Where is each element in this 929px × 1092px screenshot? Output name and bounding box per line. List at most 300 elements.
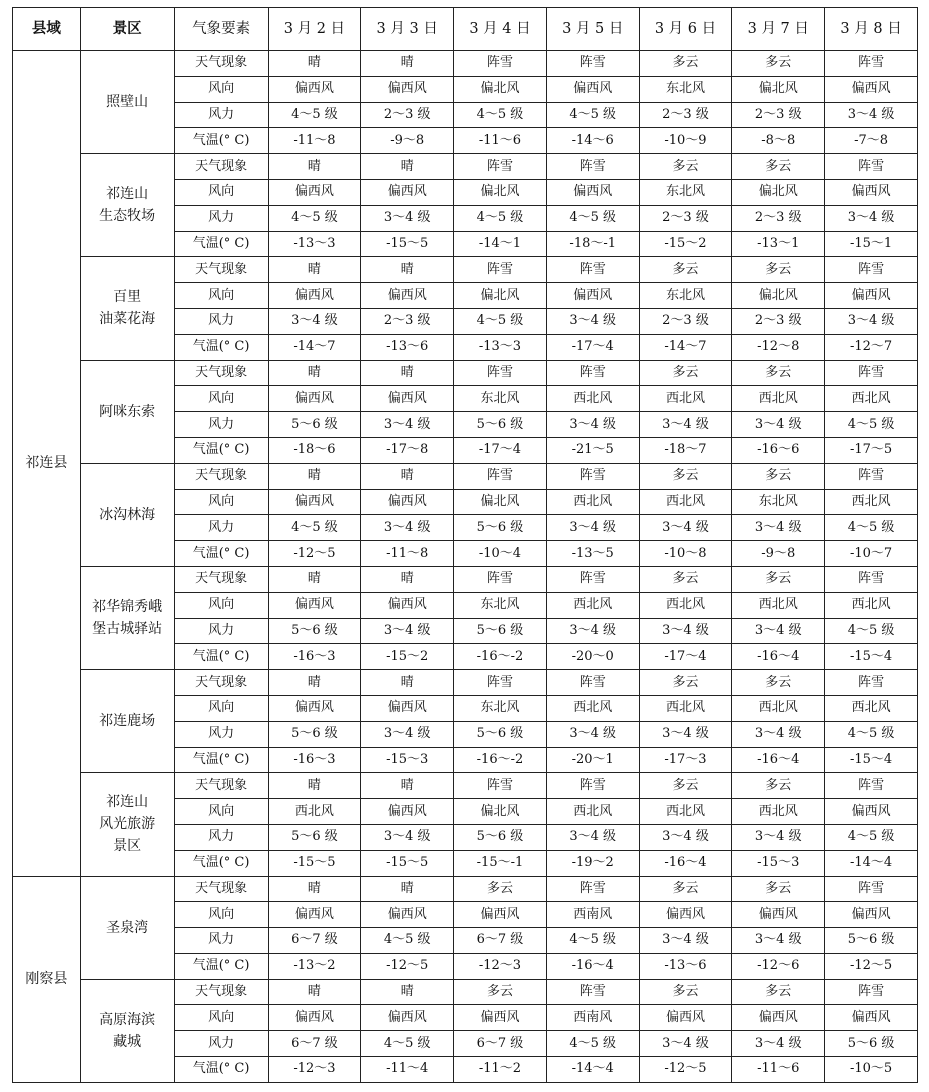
forecast-value: 3～4 级: [639, 618, 732, 644]
table-body: [13, 51, 918, 1083]
forecast-value: 东北风: [639, 283, 732, 309]
forecast-value: 3～4 级: [732, 824, 825, 850]
forecast-value: -15～3: [732, 850, 825, 876]
header-element: 气象要素: [174, 8, 268, 51]
forecast-value: 晴: [361, 154, 454, 180]
forecast-value: 晴: [361, 566, 454, 592]
forecast-value: 偏西风: [546, 283, 639, 309]
forecast-value: -20～1: [546, 747, 639, 773]
forecast-value: 晴: [268, 154, 361, 180]
table-row: [13, 566, 918, 592]
forecast-value: 3～4 级: [825, 205, 918, 231]
forecast-value: -13～3: [454, 334, 547, 360]
forecast-value: 偏西风: [361, 489, 454, 515]
forecast-value: 阵雪: [454, 670, 547, 696]
forecast-value: -17～4: [454, 437, 547, 463]
forecast-value: -9～8: [361, 128, 454, 154]
forecast-value: 多云: [732, 463, 825, 489]
forecast-value: -15～4: [825, 747, 918, 773]
header-date: 3 月 5 日: [546, 8, 639, 51]
forecast-value: 6～7 级: [268, 928, 361, 954]
forecast-value: 3～4 级: [546, 824, 639, 850]
element-label: 天气现象: [174, 154, 268, 180]
forecast-value: -17～4: [546, 334, 639, 360]
scenic-spot-name: 高原海滨: [99, 1011, 156, 1028]
forecast-value: 偏西风: [454, 902, 547, 928]
element-label: 风力: [174, 515, 268, 541]
forecast-value: 3～4 级: [825, 102, 918, 128]
forecast-value: 西北风: [639, 695, 732, 721]
forecast-value: 5～6 级: [268, 824, 361, 850]
element-label: 风力: [174, 205, 268, 231]
forecast-value: 阵雪: [546, 257, 639, 283]
forecast-value: 4～5 级: [361, 1031, 454, 1057]
forecast-value: 阵雪: [454, 154, 547, 180]
forecast-value: 3～4 级: [361, 515, 454, 541]
forecast-value: 偏西风: [361, 179, 454, 205]
forecast-value: 2～3 级: [361, 308, 454, 334]
element-label: 气温(° C): [174, 850, 268, 876]
forecast-value: 多云: [639, 51, 732, 77]
forecast-value: 偏西风: [639, 1005, 732, 1031]
forecast-value: 多云: [639, 566, 732, 592]
forecast-value: -12～8: [732, 334, 825, 360]
element-label: 风力: [174, 618, 268, 644]
forecast-value: 西北风: [268, 799, 361, 825]
forecast-value: 偏西风: [825, 76, 918, 102]
element-label: 气温(° C): [174, 128, 268, 154]
table-row: [13, 670, 918, 696]
forecast-value: 多云: [732, 876, 825, 902]
element-label: 气温(° C): [174, 644, 268, 670]
forecast-value: -17～3: [639, 747, 732, 773]
forecast-value: 阵雪: [454, 51, 547, 77]
forecast-value: 5～6 级: [268, 412, 361, 438]
forecast-value: 偏西风: [268, 592, 361, 618]
forecast-value: 3～4 级: [732, 618, 825, 644]
forecast-value: 多云: [639, 463, 732, 489]
forecast-value: -16～4: [732, 747, 825, 773]
forecast-value: 偏北风: [454, 799, 547, 825]
scenic-spot-name: 生态牧场: [99, 208, 156, 225]
forecast-value: 4～5 级: [268, 515, 361, 541]
forecast-value: 3～4 级: [361, 618, 454, 644]
element-label: 风向: [174, 179, 268, 205]
forecast-value: 偏西风: [268, 386, 361, 412]
forecast-value: 3～4 级: [639, 721, 732, 747]
forecast-value: 阵雪: [454, 257, 547, 283]
scenic-spot-cell: [80, 257, 174, 360]
forecast-value: -10～7: [825, 541, 918, 567]
forecast-value: -16～4: [546, 953, 639, 979]
forecast-value: 晴: [268, 257, 361, 283]
forecast-value: 东北风: [454, 386, 547, 412]
forecast-value: 多云: [454, 876, 547, 902]
forecast-value: -17～8: [361, 437, 454, 463]
element-label: 天气现象: [174, 51, 268, 77]
scenic-spot-cell: [80, 51, 174, 154]
forecast-value: -15～3: [361, 747, 454, 773]
forecast-value: 3～4 级: [732, 515, 825, 541]
forecast-value: 阵雪: [825, 876, 918, 902]
forecast-value: 4～5 级: [361, 928, 454, 954]
forecast-value: 3～4 级: [732, 412, 825, 438]
scenic-spot-cell: [80, 463, 174, 566]
forecast-document: [12, 7, 918, 1083]
element-label: 风向: [174, 76, 268, 102]
element-label: 风力: [174, 102, 268, 128]
forecast-value: 阵雪: [454, 566, 547, 592]
forecast-value: 晴: [268, 773, 361, 799]
forecast-value: 西北风: [546, 489, 639, 515]
forecast-value: 5～6 级: [268, 721, 361, 747]
forecast-value: -16～6: [732, 437, 825, 463]
scenic-spot-name: 祁连鹿场: [99, 713, 156, 730]
forecast-value: 4～5 级: [268, 102, 361, 128]
header-date: 3 月 7 日: [732, 8, 825, 51]
forecast-value: 5～6 级: [454, 824, 547, 850]
forecast-value: 晴: [268, 670, 361, 696]
forecast-value: 2～3 级: [639, 102, 732, 128]
element-label: 气温(° C): [174, 334, 268, 360]
forecast-value: -12～5: [639, 1057, 732, 1083]
forecast-value: 晴: [268, 463, 361, 489]
element-label: 气温(° C): [174, 437, 268, 463]
forecast-value: 6～7 级: [268, 1031, 361, 1057]
forecast-value: -16～3: [268, 644, 361, 670]
forecast-value: -12～3: [454, 953, 547, 979]
forecast-value: -15～5: [361, 231, 454, 257]
forecast-value: 偏北风: [732, 283, 825, 309]
forecast-value: 3～4 级: [546, 412, 639, 438]
scenic-spot-name: 照壁山: [106, 94, 149, 111]
element-label: 风力: [174, 412, 268, 438]
forecast-value: -14～7: [268, 334, 361, 360]
table-row: [13, 979, 918, 1005]
forecast-value: -13～6: [639, 953, 732, 979]
forecast-value: 2～3 级: [639, 205, 732, 231]
forecast-value: 3～4 级: [268, 308, 361, 334]
element-label: 气温(° C): [174, 541, 268, 567]
forecast-value: 4～5 级: [546, 102, 639, 128]
forecast-value: -14～6: [546, 128, 639, 154]
forecast-value: 4～5 级: [825, 618, 918, 644]
forecast-value: 多云: [639, 360, 732, 386]
forecast-value: 偏北风: [454, 179, 547, 205]
scenic-spot-name: 百里: [113, 289, 142, 306]
forecast-value: -15～2: [639, 231, 732, 257]
forecast-value: 多云: [732, 51, 825, 77]
forecast-value: 6～7 级: [454, 1031, 547, 1057]
forecast-value: 3～4 级: [639, 515, 732, 541]
forecast-value: 偏西风: [268, 179, 361, 205]
forecast-value: 西北风: [732, 592, 825, 618]
forecast-value: 偏西风: [268, 489, 361, 515]
forecast-value: 偏西风: [268, 283, 361, 309]
element-label: 天气现象: [174, 773, 268, 799]
forecast-value: 4～5 级: [825, 412, 918, 438]
scenic-spot-name: 祁华锦秀峨: [92, 599, 163, 616]
forecast-value: -10～5: [825, 1057, 918, 1083]
forecast-value: 多云: [732, 154, 825, 180]
forecast-value: 偏西风: [732, 1005, 825, 1031]
forecast-value: 偏西风: [268, 902, 361, 928]
element-label: 气温(° C): [174, 231, 268, 257]
forecast-value: 多云: [639, 154, 732, 180]
forecast-value: -10～9: [639, 128, 732, 154]
element-label: 气温(° C): [174, 953, 268, 979]
forecast-value: -15～-1: [454, 850, 547, 876]
element-label: 风力: [174, 308, 268, 334]
forecast-value: -14～1: [454, 231, 547, 257]
element-label: 风力: [174, 928, 268, 954]
forecast-value: 4～5 级: [268, 205, 361, 231]
element-label: 天气现象: [174, 463, 268, 489]
forecast-value: 4～5 级: [825, 721, 918, 747]
forecast-value: 阵雪: [546, 670, 639, 696]
forecast-value: 西南风: [546, 902, 639, 928]
forecast-value: -11～2: [454, 1057, 547, 1083]
forecast-value: 3～4 级: [546, 515, 639, 541]
forecast-value: 阵雪: [825, 360, 918, 386]
forecast-value: 阵雪: [546, 773, 639, 799]
forecast-value: 3～4 级: [361, 824, 454, 850]
forecast-value: -11～8: [361, 541, 454, 567]
forecast-value: 西北风: [546, 695, 639, 721]
element-label: 天气现象: [174, 257, 268, 283]
scenic-spot-cell: [80, 979, 174, 1082]
element-label: 风向: [174, 283, 268, 309]
forecast-value: 阵雪: [825, 670, 918, 696]
forecast-value: 西南风: [546, 1005, 639, 1031]
forecast-value: 偏北风: [454, 489, 547, 515]
forecast-value: -18～6: [268, 437, 361, 463]
forecast-value: 3～4 级: [546, 618, 639, 644]
scenic-weather-forecast-table: [12, 7, 918, 1083]
forecast-value: -17～4: [639, 644, 732, 670]
forecast-value: 3～4 级: [732, 928, 825, 954]
forecast-value: -16～4: [732, 644, 825, 670]
forecast-value: 多云: [732, 670, 825, 696]
forecast-value: 东北风: [639, 76, 732, 102]
forecast-value: 阵雪: [825, 257, 918, 283]
county-cell: 刚察县: [13, 876, 81, 1082]
header-date: 3 月 6 日: [639, 8, 732, 51]
forecast-value: 阵雪: [825, 566, 918, 592]
table-row: [13, 360, 918, 386]
forecast-value: 阵雪: [454, 463, 547, 489]
forecast-value: 多云: [732, 360, 825, 386]
element-label: 风力: [174, 824, 268, 850]
forecast-value: 4～5 级: [825, 824, 918, 850]
forecast-value: 多云: [639, 979, 732, 1005]
forecast-value: 偏西风: [454, 1005, 547, 1031]
element-label: 风向: [174, 799, 268, 825]
forecast-value: -13～6: [361, 334, 454, 360]
forecast-value: 晴: [268, 51, 361, 77]
forecast-value: -8～8: [732, 128, 825, 154]
forecast-value: 偏西风: [546, 76, 639, 102]
table-row: [13, 876, 918, 902]
scenic-spot-cell: [80, 566, 174, 669]
forecast-value: 晴: [361, 360, 454, 386]
forecast-value: 多云: [639, 773, 732, 799]
county-cell: 祁连县: [13, 51, 81, 877]
forecast-value: 西北风: [639, 799, 732, 825]
forecast-value: 3～4 级: [639, 412, 732, 438]
forecast-value: 偏西风: [361, 386, 454, 412]
forecast-value: 晴: [268, 876, 361, 902]
element-label: 风向: [174, 592, 268, 618]
forecast-value: 西北风: [825, 592, 918, 618]
element-label: 风向: [174, 1005, 268, 1031]
forecast-value: 偏西风: [825, 179, 918, 205]
forecast-value: 多云: [732, 566, 825, 592]
forecast-value: 晴: [361, 463, 454, 489]
forecast-value: 5～6 级: [825, 928, 918, 954]
forecast-value: 西北风: [546, 592, 639, 618]
forecast-value: 西北风: [825, 695, 918, 721]
forecast-value: -16～-2: [454, 644, 547, 670]
forecast-value: 3～4 级: [361, 412, 454, 438]
scenic-spot-cell: [80, 773, 174, 876]
scenic-spot-name: 阿咪东索: [99, 403, 156, 420]
forecast-value: 东北风: [639, 179, 732, 205]
forecast-value: -12～5: [268, 541, 361, 567]
forecast-value: -16～3: [268, 747, 361, 773]
forecast-value: 3～4 级: [825, 308, 918, 334]
forecast-value: -10～4: [454, 541, 547, 567]
forecast-value: 4～5 级: [454, 102, 547, 128]
table-row: [13, 51, 918, 77]
forecast-value: 多云: [454, 979, 547, 1005]
forecast-value: 5～6 级: [268, 618, 361, 644]
forecast-value: -10～8: [639, 541, 732, 567]
forecast-value: 多云: [639, 876, 732, 902]
scenic-spot-name: 堡古城驿站: [92, 621, 163, 638]
forecast-value: -12～7: [825, 334, 918, 360]
forecast-value: 偏北风: [732, 179, 825, 205]
forecast-value: 西北风: [639, 386, 732, 412]
forecast-value: 4～5 级: [454, 205, 547, 231]
forecast-value: -13～1: [732, 231, 825, 257]
forecast-value: 晴: [361, 773, 454, 799]
forecast-value: -20～0: [546, 644, 639, 670]
forecast-value: 阵雪: [825, 51, 918, 77]
forecast-value: 3～4 级: [361, 205, 454, 231]
forecast-value: 多云: [732, 773, 825, 799]
scenic-spot-cell: [80, 876, 174, 979]
forecast-value: 4～5 级: [825, 515, 918, 541]
forecast-value: 偏北风: [732, 76, 825, 102]
forecast-value: -13～2: [268, 953, 361, 979]
forecast-value: 西北风: [546, 386, 639, 412]
forecast-value: 偏西风: [546, 179, 639, 205]
forecast-value: -16～4: [639, 850, 732, 876]
forecast-value: 偏西风: [639, 902, 732, 928]
forecast-value: 2～3 级: [732, 102, 825, 128]
forecast-value: 晴: [268, 360, 361, 386]
forecast-value: 5～6 级: [454, 515, 547, 541]
forecast-value: 3～4 级: [639, 1031, 732, 1057]
forecast-value: 阵雪: [825, 979, 918, 1005]
scenic-spot-name: 祁连山: [106, 794, 149, 811]
forecast-value: 偏西风: [361, 902, 454, 928]
forecast-value: 阵雪: [825, 773, 918, 799]
forecast-value: 6～7 级: [454, 928, 547, 954]
forecast-value: 2～3 级: [361, 102, 454, 128]
forecast-value: 偏西风: [361, 76, 454, 102]
forecast-value: 东北风: [454, 592, 547, 618]
forecast-value: -12～5: [361, 953, 454, 979]
forecast-value: 5～6 级: [454, 618, 547, 644]
header-scenic: 景区: [80, 8, 174, 51]
forecast-value: 晴: [361, 257, 454, 283]
forecast-value: 阵雪: [546, 51, 639, 77]
forecast-value: 4～5 级: [546, 1031, 639, 1057]
forecast-value: 偏西风: [268, 76, 361, 102]
forecast-value: -18～-1: [546, 231, 639, 257]
element-label: 风向: [174, 386, 268, 412]
forecast-value: 西北风: [639, 489, 732, 515]
forecast-value: 西北风: [546, 799, 639, 825]
forecast-value: -7～8: [825, 128, 918, 154]
forecast-value: 偏西风: [361, 799, 454, 825]
scenic-spot-name: 冰沟林海: [99, 506, 156, 523]
forecast-value: 偏西风: [732, 902, 825, 928]
forecast-value: 偏西风: [361, 695, 454, 721]
forecast-value: -15～5: [361, 850, 454, 876]
forecast-value: -15～4: [825, 644, 918, 670]
forecast-value: 偏西风: [361, 283, 454, 309]
forecast-value: 西北风: [732, 799, 825, 825]
forecast-value: 阵雪: [825, 463, 918, 489]
forecast-value: -11～4: [361, 1057, 454, 1083]
forecast-value: 3～4 级: [732, 721, 825, 747]
forecast-value: 阵雪: [546, 876, 639, 902]
forecast-value: 阵雪: [546, 463, 639, 489]
forecast-value: -21～5: [546, 437, 639, 463]
forecast-value: -16～-2: [454, 747, 547, 773]
forecast-value: 5～6 级: [825, 1031, 918, 1057]
forecast-value: -15～2: [361, 644, 454, 670]
forecast-value: 晴: [361, 979, 454, 1005]
forecast-value: 多云: [732, 257, 825, 283]
forecast-value: -15～1: [825, 231, 918, 257]
forecast-value: 2～3 级: [639, 308, 732, 334]
element-label: 天气现象: [174, 566, 268, 592]
scenic-spot-name: 风光旅游: [99, 816, 156, 833]
forecast-value: 西北风: [825, 386, 918, 412]
forecast-value: 5～6 级: [454, 412, 547, 438]
forecast-value: -12～5: [825, 953, 918, 979]
scenic-spot-cell: [80, 670, 174, 773]
forecast-value: 阵雪: [546, 566, 639, 592]
forecast-value: 东北风: [454, 695, 547, 721]
table-row: [13, 154, 918, 180]
table-row: [13, 463, 918, 489]
table-row: [13, 773, 918, 799]
forecast-value: 多云: [639, 670, 732, 696]
header-county: 县域: [13, 8, 81, 51]
forecast-value: 3～4 级: [639, 928, 732, 954]
element-label: 天气现象: [174, 876, 268, 902]
element-label: 风向: [174, 489, 268, 515]
forecast-value: 晴: [268, 979, 361, 1005]
forecast-value: 阵雪: [546, 360, 639, 386]
forecast-value: 2～3 级: [732, 205, 825, 231]
forecast-value: 4～5 级: [546, 205, 639, 231]
